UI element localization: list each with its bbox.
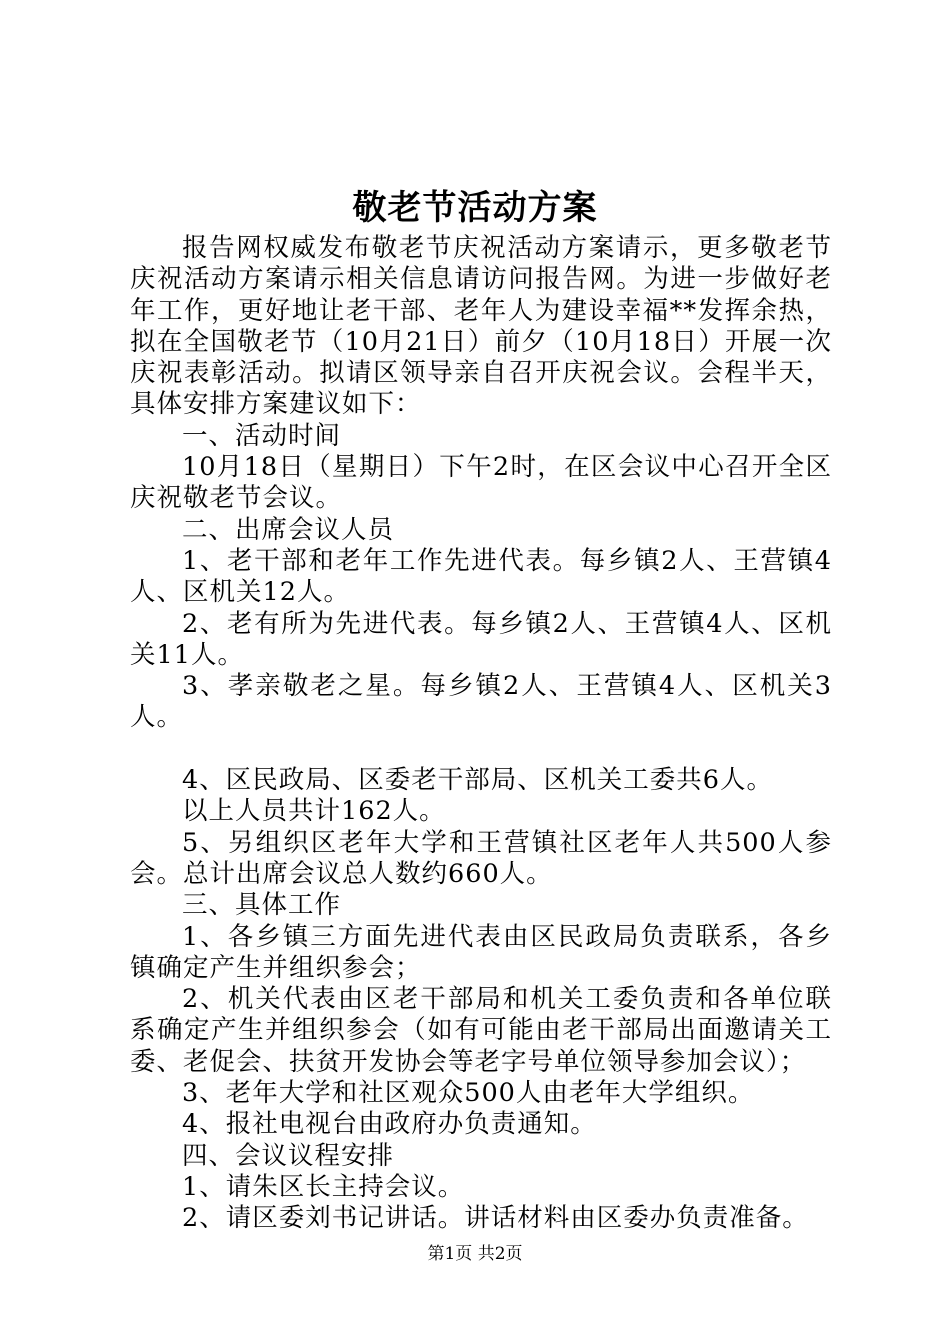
document-body xyxy=(130,233,832,1235)
heading-specific-work: 三、具体工作 xyxy=(182,890,342,921)
paragraph-attendees-2: 2、老有所为先进代表。每乡镇2人、王营镇4人、区机关11人。 xyxy=(130,608,832,670)
paragraph-time-detail: 10月18日（星期日）下午2时，在区会议中心召开全区庆祝敬老节会议。 xyxy=(130,452,832,514)
paragraph-work-4: 4、报社电视台由政府办负责通知。 xyxy=(182,1109,597,1140)
heading-attendees: 二、出席会议人员 xyxy=(182,514,395,545)
paragraph-agenda-2: 2、请区委刘书记讲话。讲话材料由区委办负责准备。 xyxy=(182,1203,809,1234)
paragraph-attendees-3: 3、孝亲敬老之星。每乡镇2人、王营镇4人、区机关3人。 xyxy=(130,671,832,733)
paragraph-attendees-4: 4、区民政局、区委老干部局、区机关工委共6人。 xyxy=(182,765,773,796)
paragraph-work-3: 3、老年大学和社区观众500人由老年大学组织。 xyxy=(182,1078,755,1109)
paragraph-work-1: 1、各乡镇三方面先进代表由区民政局负责联系，各乡镇确定产生并组织参会； xyxy=(130,921,832,983)
paragraph-work-2: 2、机关代表由区老干部局和机关工委负责和各单位联系确定产生并组织参会（如有可能由老干部局出面邀请关工委、老促会、扶贫开发协会等老字号单位领导参加会议）； xyxy=(130,984,832,1077)
paragraph-agenda-1: 1、请朱区长主持会议。 xyxy=(182,1171,465,1202)
page-footer: 第1页 共2页 xyxy=(427,1244,523,1264)
heading-agenda: 四、会议议程安排 xyxy=(182,1140,395,1171)
paragraph-attendees-1: 1、老干部和老年工作先进代表。每乡镇2人、王营镇4人、区机关12人。 xyxy=(130,545,832,608)
heading-activity-time: 一、活动时间 xyxy=(182,420,342,451)
paragraph-attendees-total: 以上人员共计162人。 xyxy=(182,796,446,827)
document-title: 敬老节活动方案 xyxy=(352,188,598,228)
paragraph-attendees-5: 5、另组织区老年大学和王营镇社区老年人共500人参会。总计出席会议总人数约660人。 xyxy=(130,827,832,889)
paragraph-intro: 报告网权威发布敬老节庆祝活动方案请示，更多敬老节庆祝活动方案请示相关信息请访问报告网。为进一步做好老年工作，更好地让老干部、老年人为建设幸福**发挥余热，拟在全国敬老节（10月21日）前夕（10月18日）开展一次庆祝表彰活动。拟请区领导亲自召开庆祝会议。会程半天，具体安排方案建议如下： xyxy=(130,233,832,420)
